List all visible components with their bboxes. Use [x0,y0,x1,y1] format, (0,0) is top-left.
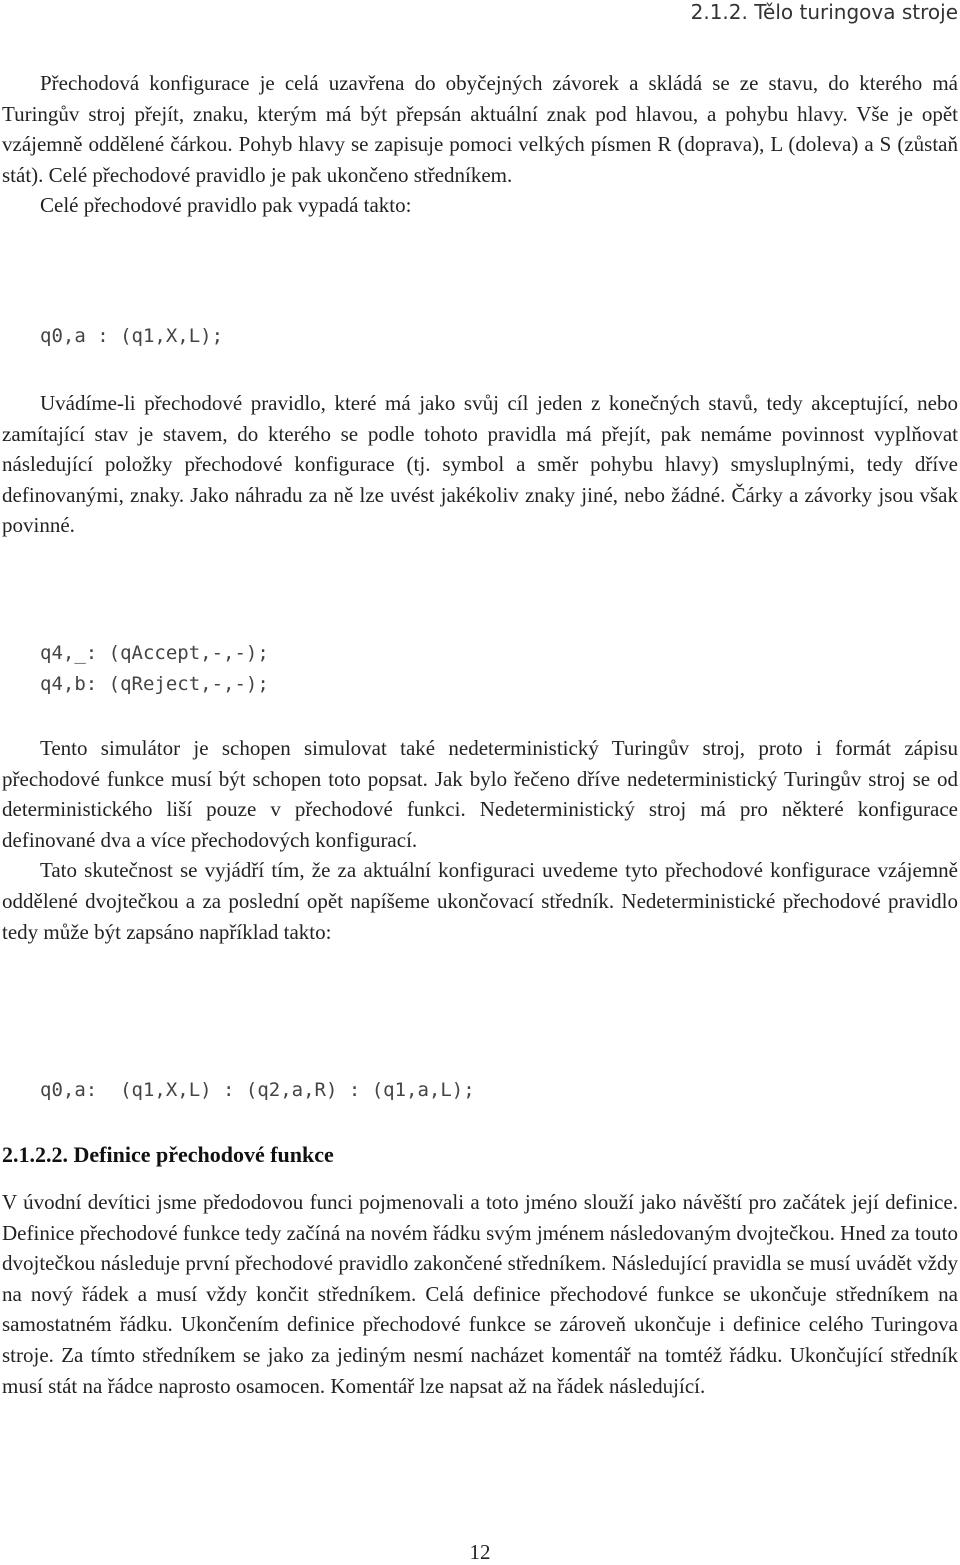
body-block-1 [2,68,958,221]
body-block-4 [2,1187,958,1401]
body-block-3 [2,733,958,947]
paragraph-final-states: Uvádíme-li přechodové pravidlo, které má jako svůj cíl jeden z konečných stavů, tedy akceptující, nebo zamítající stav je stavem, do kterého se podle tohoto pravidla má přejít, pak nemáme povinnost vyplňovat následující položky přechodové konfigurace (tj. symbol a směr pohybu hlavy) smysluplnými, tedy dříve definovanými, znaky. Jako náhradu za ně lze uvést jakékoliv znaky jiné, nebo žádné. Čárky a závorky jsou však povinné. [2,391,958,538]
code-example-rule: q0,a : (q1,X,L); [40,325,224,347]
paragraph-function-definition: V úvodní devítici jsme předodovou funci pojmenovali a toto jméno slouží jako návěští pro začátek její definice. Definice přechodové funkce tedy začíná na novém řádku svým jménem následovaným dvojtečkou. Hned za touto dvojtečkou následuje první přechodové pravidlo zakončené středníkem. Následující pravidla se musí uvádět vždy na nový řádek a musí vždy končit středníkem. Celá definice přechodové funkce se ukončuje středníkem na samostatném řádku. Ukončením definice přechodové funkce se zároveň ukončuje i definice celého Turingova stroje. Za tímto středníkem se jako za jediným nesmí nacházet komentář na tomtéž řádku. Ukončující středník musí stát na řádce naprosto osamocen. Komentář lze napsat až na řádek následující. [2,1190,958,1398]
code-example-accept-reject: q4,_: (qAccept,-,-); q4,b: (qReject,-,-); [40,642,269,695]
running-header: 2.1.2. Tělo turingova stroje [690,0,958,24]
paragraph-nondeterministic-syntax: Tato skutečnost se vyjádří tím, že za aktuální konfiguraci uvedeme tyto přechodové konfigurace vzájemně oddělené dvojtečkou a za poslední opět napíšeme ukončovací středník. Nedeterministické přechodové pravidlo tedy může být zapsáno například takto: [2,858,958,944]
paragraph-nondeterministic: Tento simulátor je schopen simulovat také nedeterministický Turingův stroj, proto i formát zápisu přechodové funkce musí být schopen toto popsat. Jak bylo řečeno dříve nedeterministický Turingův stroj se od deterministického liší pouze v přechodové funkci. Nedeterministický stroj má pro některé konfigurace definované dva a více přechodových konfigurací. [2,736,958,852]
paragraph-transition-config: Přechodová konfigurace je celá uzavřena do obyčejných závorek a skládá se ze stavu, do kterého má Turingův stroj přejít, znaku, kterým má být přepsán aktuální znak pod hlavou, a pohybu hlavy. Vše je opět vzájemně oddělené čárkou. Pohyb hlavy se zapisuje pomoci velkých písmen R (doprava), L (doleva) a S (zůstaň stát). Celé přechodové pravidlo je pak ukončeno středníkem. [2,71,958,187]
section-heading: 2.1.2.2. Definice přechodové funkce [2,1142,334,1167]
paragraph-rule-intro: Celé přechodové pravidlo pak vypadá takto: [40,193,412,218]
body-block-2 [2,388,958,541]
code-example-nondeterministic: q0,a: (q1,X,L) : (q2,a,R) : (q1,a,L); [40,1079,475,1101]
page-number: 12 [469,1540,491,1564]
